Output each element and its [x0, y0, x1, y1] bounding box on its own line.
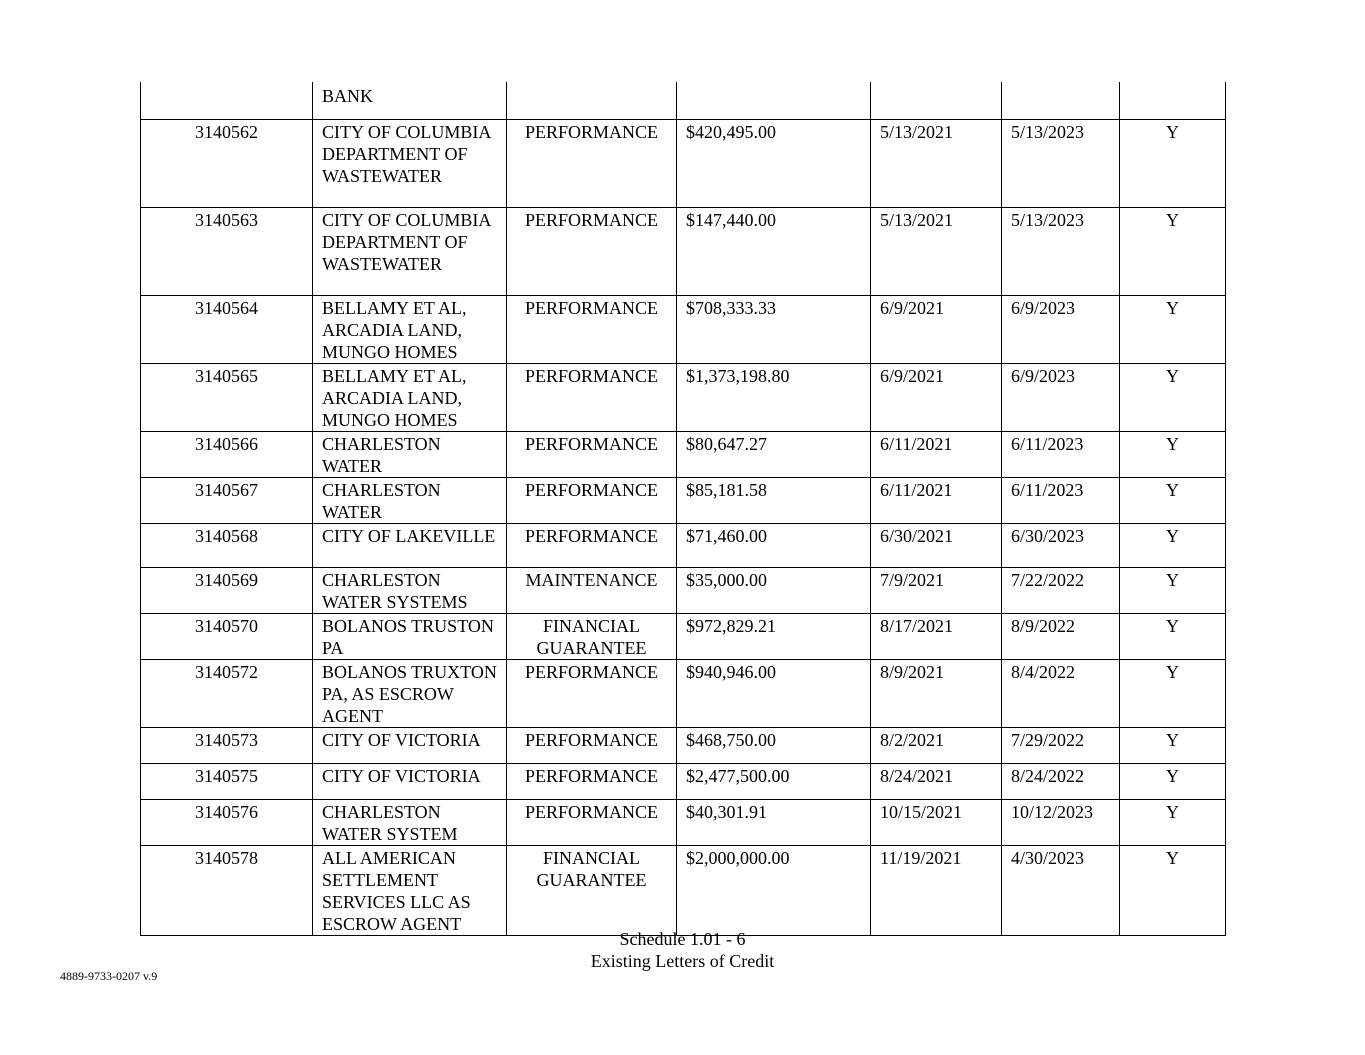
issue-date: 6/11/2021 [871, 477, 1002, 523]
expiry-date [1002, 82, 1120, 119]
table-row [141, 477, 1226, 523]
amount: $1,373,198.80 [677, 363, 871, 431]
expiry-date: 5/13/2023 [1002, 119, 1120, 207]
beneficiary: BELLAMY ET AL, ARCADIA LAND, MUNGO HOMES [313, 295, 507, 363]
flag [1120, 82, 1226, 119]
loc-type: PERFORMANCE [507, 727, 677, 763]
expiry-date: 8/4/2022 [1002, 659, 1120, 727]
amount: $2,477,500.00 [677, 763, 871, 799]
issue-date: 8/17/2021 [871, 613, 1002, 659]
issue-date: 6/11/2021 [871, 431, 1002, 477]
loc-type: MAINTENANCE [507, 567, 677, 613]
flag: Y [1120, 567, 1226, 613]
issue-date: 11/19/2021 [871, 845, 1002, 935]
issue-date: 8/9/2021 [871, 659, 1002, 727]
loc-number: 3140563 [141, 207, 313, 295]
flag: Y [1120, 431, 1226, 477]
amount: $468,750.00 [677, 727, 871, 763]
flag: Y [1120, 119, 1226, 207]
amount: $708,333.33 [677, 295, 871, 363]
table-row [141, 845, 1226, 935]
flag: Y [1120, 845, 1226, 935]
expiry-date: 6/30/2023 [1002, 523, 1120, 567]
loc-type: FINANCIAL GUARANTEE [507, 613, 677, 659]
expiry-date: 7/22/2022 [1002, 567, 1120, 613]
loc-type: PERFORMANCE [507, 431, 677, 477]
issue-date: 8/2/2021 [871, 727, 1002, 763]
loc-number: 3140566 [141, 431, 313, 477]
loc-number: 3140570 [141, 613, 313, 659]
loc-number [141, 82, 313, 119]
beneficiary: BELLAMY ET AL, ARCADIA LAND, MUNGO HOMES [313, 363, 507, 431]
expiry-date: 6/9/2023 [1002, 363, 1120, 431]
expiry-date: 6/11/2023 [1002, 477, 1120, 523]
beneficiary: CITY OF COLUMBIA DEPARTMENT OF WASTEWATER [313, 119, 507, 207]
beneficiary: BOLANOS TRUXTON PA, AS ESCROW AGENT [313, 659, 507, 727]
loc-type: PERFORMANCE [507, 763, 677, 799]
issue-date: 7/9/2021 [871, 567, 1002, 613]
table-row [141, 295, 1226, 363]
amount: $71,460.00 [677, 523, 871, 567]
amount [677, 82, 871, 119]
amount: $420,495.00 [677, 119, 871, 207]
loc-type: FINANCIAL GUARANTEE [507, 845, 677, 935]
loc-number: 3140575 [141, 763, 313, 799]
beneficiary: CHARLESTON WATER SYSTEM [313, 799, 507, 845]
loc-type: PERFORMANCE [507, 523, 677, 567]
beneficiary: BANK [313, 82, 507, 119]
flag: Y [1120, 727, 1226, 763]
schedule-title: Existing Letters of Credit [590, 951, 775, 971]
page-footer [0, 928, 1365, 972]
beneficiary: BOLANOS TRUSTON PA [313, 613, 507, 659]
loc-number: 3140573 [141, 727, 313, 763]
table-row [141, 82, 1226, 119]
beneficiary: CHARLESTON WATER [313, 431, 507, 477]
loc-number: 3140567 [141, 477, 313, 523]
loc-number: 3140572 [141, 659, 313, 727]
loc-type: PERFORMANCE [507, 799, 677, 845]
amount: $80,647.27 [677, 431, 871, 477]
beneficiary: CHARLESTON WATER SYSTEMS [313, 567, 507, 613]
loc-number: 3140562 [141, 119, 313, 207]
issue-date: 6/9/2021 [871, 295, 1002, 363]
flag: Y [1120, 523, 1226, 567]
letters-of-credit-table [140, 82, 1226, 936]
flag: Y [1120, 207, 1226, 295]
beneficiary: CHARLESTON WATER [313, 477, 507, 523]
loc-type: PERFORMANCE [507, 119, 677, 207]
amount: $85,181.58 [677, 477, 871, 523]
loc-number: 3140578 [141, 845, 313, 935]
schedule-number: Schedule 1.01 - 6 [619, 929, 746, 949]
loc-type: PERFORMANCE [507, 207, 677, 295]
table-row [141, 613, 1226, 659]
table-row [141, 363, 1226, 431]
expiry-date: 4/30/2023 [1002, 845, 1120, 935]
issue-date [871, 82, 1002, 119]
beneficiary: CITY OF VICTORIA [313, 763, 507, 799]
table-row [141, 727, 1226, 763]
flag: Y [1120, 477, 1226, 523]
amount: $147,440.00 [677, 207, 871, 295]
beneficiary: CITY OF VICTORIA [313, 727, 507, 763]
flag: Y [1120, 799, 1226, 845]
issue-date: 6/9/2021 [871, 363, 1002, 431]
issue-date: 6/30/2021 [871, 523, 1002, 567]
issue-date: 5/13/2021 [871, 119, 1002, 207]
table-row [141, 659, 1226, 727]
beneficiary: CITY OF LAKEVILLE [313, 523, 507, 567]
table-row [141, 763, 1226, 799]
table-row [141, 431, 1226, 477]
amount: $35,000.00 [677, 567, 871, 613]
flag: Y [1120, 763, 1226, 799]
loc-type: PERFORMANCE [507, 295, 677, 363]
flag: Y [1120, 295, 1226, 363]
loc-type: PERFORMANCE [507, 363, 677, 431]
loc-type: PERFORMANCE [507, 659, 677, 727]
table-row [141, 119, 1226, 207]
loc-number: 3140564 [141, 295, 313, 363]
loc-type: PERFORMANCE [507, 477, 677, 523]
issue-date: 8/24/2021 [871, 763, 1002, 799]
amount: $940,946.00 [677, 659, 871, 727]
table-row [141, 207, 1226, 295]
amount: $972,829.21 [677, 613, 871, 659]
loc-number: 3140568 [141, 523, 313, 567]
expiry-date: 7/29/2022 [1002, 727, 1120, 763]
issue-date: 5/13/2021 [871, 207, 1002, 295]
flag: Y [1120, 613, 1226, 659]
expiry-date: 10/12/2023 [1002, 799, 1120, 845]
table-row [141, 523, 1226, 567]
amount: $40,301.91 [677, 799, 871, 845]
loc-number: 3140565 [141, 363, 313, 431]
table-row [141, 567, 1226, 613]
flag: Y [1120, 659, 1226, 727]
flag: Y [1120, 363, 1226, 431]
loc-number: 3140576 [141, 799, 313, 845]
loc-number: 3140569 [141, 567, 313, 613]
expiry-date: 8/9/2022 [1002, 613, 1120, 659]
table-row [141, 799, 1226, 845]
expiry-date: 6/11/2023 [1002, 431, 1120, 477]
document-id: 4889-9733-0207 v.9 [60, 969, 158, 983]
expiry-date: 8/24/2022 [1002, 763, 1120, 799]
beneficiary: CITY OF COLUMBIA DEPARTMENT OF WASTEWATER [313, 207, 507, 295]
table-body [141, 82, 1226, 935]
expiry-date: 6/9/2023 [1002, 295, 1120, 363]
beneficiary: ALL AMERICAN SETTLEMENT SERVICES LLC AS ESCROW AGENT [313, 845, 507, 935]
amount: $2,000,000.00 [677, 845, 871, 935]
issue-date: 10/15/2021 [871, 799, 1002, 845]
expiry-date: 5/13/2023 [1002, 207, 1120, 295]
loc-type [507, 82, 677, 119]
